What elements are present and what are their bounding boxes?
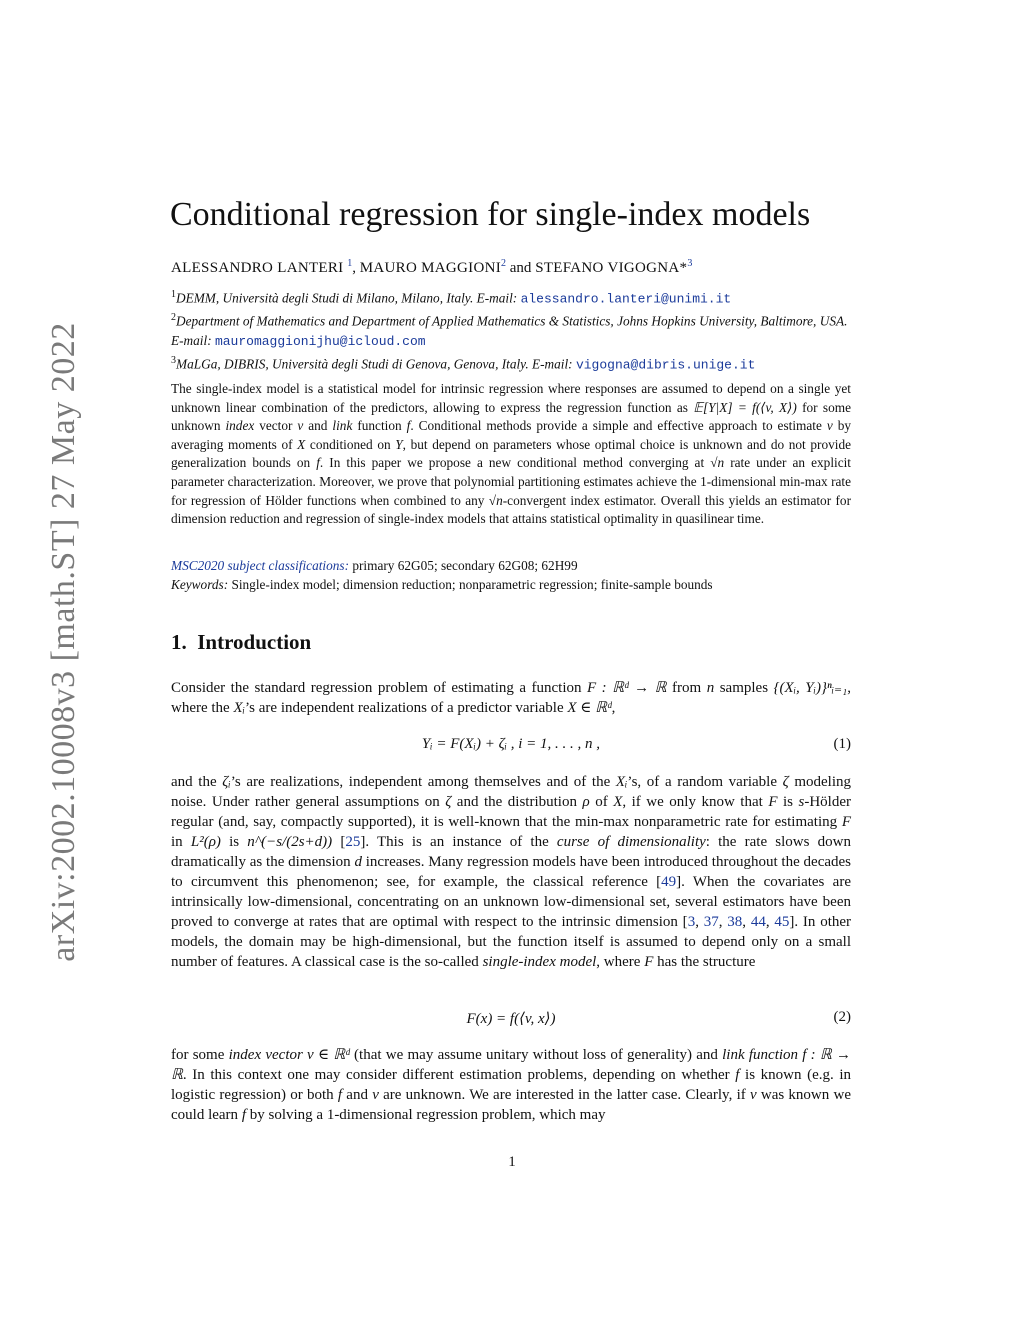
text: ’s are independent realizations of a predictor variable bbox=[245, 700, 568, 716]
keywords-line bbox=[171, 576, 851, 595]
text: ]. This is an instance of the bbox=[360, 834, 557, 850]
text: (that we may assume unitary without loss of generality) and bbox=[349, 1047, 723, 1063]
author-name: ALESSANDRO LANTERI bbox=[171, 260, 344, 276]
separator: and bbox=[506, 260, 536, 276]
text: is bbox=[777, 794, 799, 810]
text: -convergent index estimator. Overall this yields an estimator for dimension reduction and regression of single-index models that attains statistical optimality in quasilinear time. bbox=[171, 492, 851, 527]
math: X ∈ ℝᵈ bbox=[567, 700, 612, 716]
math: ζ bbox=[445, 794, 452, 810]
paragraph bbox=[171, 678, 851, 718]
affiliation-number: 1 bbox=[171, 289, 176, 300]
math: s bbox=[798, 794, 805, 810]
author-list bbox=[171, 258, 692, 277]
email-link[interactable]: alessandro.lanteri@unimi.it bbox=[520, 291, 732, 307]
text: was known we could learn bbox=[171, 1087, 851, 1123]
affiliations bbox=[171, 285, 851, 374]
paper-title: Conditional regression for single-index models bbox=[170, 196, 811, 233]
text: and the distribution bbox=[451, 794, 583, 810]
msc-link[interactable]: MSC2020 subject classifications: bbox=[171, 558, 350, 573]
text: , but depend on parameters whose optimal choice is unknown and do not provide generalization bounds on bbox=[171, 436, 852, 471]
math: n bbox=[706, 680, 715, 696]
affiliation bbox=[171, 351, 851, 374]
section-title: Introduction bbox=[197, 630, 312, 654]
paragraph bbox=[171, 772, 851, 972]
abstract bbox=[171, 380, 851, 529]
equation-body: F(x) = f(⟨v, x⟩) bbox=[466, 1011, 556, 1027]
email-link[interactable]: vigogna@dibris.unige.it bbox=[575, 357, 756, 373]
emphasis: curse of dimensionality bbox=[556, 834, 706, 850]
text: in bbox=[171, 834, 191, 850]
text: and bbox=[303, 418, 333, 434]
text: The single-index model is a statistical model for intrinsic regression where responses are assumed to depend on a single yet unknown linear combination of the predictors, allowing to express the regression function as bbox=[171, 381, 851, 415]
page-number: 1 bbox=[508, 1154, 516, 1170]
affiliation-text: Department of Mathematics and Department of Applied Mathematics & Statistics, Johns Hopkins University, Baltimore, USA. E-mail: bbox=[171, 313, 848, 348]
author-affil-mark[interactable]: 1 bbox=[347, 258, 353, 269]
text: for some unknown bbox=[171, 399, 851, 434]
citation-link[interactable]: 45 bbox=[774, 914, 790, 930]
text: increases. Many regression models have been introduced throughout the decades to circumvent this phenomenon; see, for example, the classical reference [ bbox=[171, 854, 852, 890]
math: f bbox=[337, 1087, 343, 1103]
text: by solving a 1-dimensional regression problem, which may bbox=[245, 1107, 606, 1123]
keywords-text: Single-index model; dimension reduction; nonparametric regression; finite-sample bounds bbox=[228, 576, 713, 592]
math: f bbox=[316, 455, 320, 471]
math: √n bbox=[488, 492, 503, 508]
text: has the structure bbox=[653, 954, 756, 970]
math: √n bbox=[710, 455, 725, 471]
citation-link[interactable]: 25 bbox=[345, 834, 361, 850]
math: Xᵢ bbox=[233, 700, 246, 716]
text: are unknown. We are interested in the latter case. Clearly, if bbox=[378, 1087, 750, 1103]
affiliation-number: 2 bbox=[171, 312, 176, 324]
affiliation-text: MaLGa, DIBRIS, Università degli Studi di Genova, Genova, Italy. E-mail: bbox=[176, 356, 576, 372]
math: v bbox=[749, 1087, 757, 1103]
text: by averaging moments of bbox=[171, 418, 851, 452]
text: ]. When the covariates are intrinsically low-dimensional, concentrating on an unknown low-dimensional set, several estimators have been proved to converge at rates that are optimal with respect to the intrinsic dimension [ bbox=[171, 874, 851, 930]
text: modeling noise. Under rather general assumptions on bbox=[171, 774, 851, 810]
email-link[interactable]: mauromaggionijhu@icloud.com bbox=[214, 333, 426, 349]
citation-link[interactable]: 49 bbox=[661, 874, 677, 890]
keywords-label: Keywords: bbox=[171, 576, 229, 592]
text: , bbox=[611, 700, 616, 716]
affiliation bbox=[171, 285, 851, 308]
math: n^(−s/(2s+d)) bbox=[247, 834, 333, 850]
math: ζ bbox=[782, 774, 789, 790]
text: : the rate slows down dramatically as the dimension bbox=[171, 834, 851, 870]
text: , bbox=[695, 914, 704, 930]
math: ρ bbox=[582, 794, 590, 810]
author-affil-mark[interactable]: 2 bbox=[501, 258, 507, 269]
text: vector bbox=[254, 418, 298, 434]
text: samples bbox=[714, 680, 774, 696]
math: f bbox=[406, 418, 411, 434]
arxiv-identifier: arXiv:2002.10008v3 [math.ST] 27 May 2022 bbox=[45, 322, 82, 962]
text: from bbox=[666, 680, 707, 696]
emphasis: index bbox=[225, 418, 255, 434]
math: F bbox=[644, 954, 654, 970]
math: F bbox=[841, 814, 851, 830]
math: Xᵢ bbox=[615, 774, 628, 790]
math: X bbox=[297, 436, 306, 452]
text: rate under an explicit parameter characterization. Moreover, we prove that polynomial partitioning estimates achieve the 1-dimensional min-max rate for regression of Hölder functions when combined to any bbox=[171, 455, 851, 508]
text: and bbox=[342, 1087, 373, 1103]
math: F bbox=[768, 794, 778, 810]
classification-block bbox=[171, 557, 851, 594]
equation-number: (2) bbox=[833, 1009, 851, 1025]
text: , if we only know that bbox=[622, 794, 769, 810]
author-name: MAURO MAGGIONI bbox=[359, 260, 502, 276]
separator: , bbox=[352, 260, 360, 276]
text: ’s, of a random variable bbox=[627, 774, 783, 790]
math: X bbox=[613, 794, 623, 810]
text: and the bbox=[171, 774, 223, 790]
section-number: 1. bbox=[171, 630, 187, 654]
citation-link[interactable]: 3 bbox=[687, 914, 696, 930]
text: ’s are realizations, independent among themselves and of the bbox=[230, 774, 616, 790]
text: conditioned on bbox=[305, 436, 396, 452]
math: d bbox=[354, 854, 362, 870]
citation-link[interactable]: 44 bbox=[750, 914, 766, 930]
text: is known (e.g. in logistic regression) or both bbox=[171, 1067, 851, 1103]
text: -Hölder regular (and, say, compactly supported), it is well-known that the min-max nonparametric rate for estimating bbox=[171, 794, 852, 830]
math: v ∈ ℝᵈ bbox=[302, 1047, 350, 1063]
math: {(Xᵢ, Yᵢ)}ⁿᵢ₌₁ bbox=[773, 680, 848, 696]
section-heading bbox=[171, 630, 311, 655]
citation-link[interactable]: 37 bbox=[703, 914, 719, 930]
math: f bbox=[735, 1067, 740, 1083]
paragraph bbox=[171, 1045, 851, 1125]
affiliation-number: 3 bbox=[171, 354, 176, 366]
text: , where bbox=[596, 954, 645, 970]
text: ]. In other models, the domain may be high-dimensional, but the function itself is assumed to depend only on a small number of features. A classical case is the so-called bbox=[171, 914, 852, 970]
emphasis: link function bbox=[722, 1047, 799, 1063]
citation-link[interactable]: 38 bbox=[727, 914, 743, 930]
emphasis: index vector bbox=[228, 1047, 303, 1063]
text: function bbox=[352, 418, 407, 434]
text: of bbox=[589, 794, 614, 810]
math: v bbox=[826, 418, 833, 434]
emphasis: link bbox=[332, 418, 353, 434]
math: v bbox=[372, 1087, 379, 1103]
text: , bbox=[718, 914, 728, 930]
text: , bbox=[765, 914, 775, 930]
msc-codes: primary 62G05; secondary 62G08; 62H99 bbox=[349, 558, 578, 573]
text: is bbox=[220, 834, 248, 850]
math: v bbox=[297, 418, 304, 434]
emphasis: single-index model bbox=[482, 954, 597, 970]
msc-line bbox=[171, 557, 851, 576]
text: [ bbox=[332, 834, 346, 850]
math: F : ℝᵈ → ℝ bbox=[587, 680, 667, 696]
text: Consider the standard regression problem of estimating a function bbox=[171, 680, 588, 696]
affiliation bbox=[171, 308, 851, 350]
text: , bbox=[742, 914, 751, 930]
equation-body: Yᵢ = F(Xᵢ) + ζᵢ , i = 1, . . . , n , bbox=[421, 736, 601, 752]
author-name: STEFANO VIGOGNA* bbox=[535, 260, 688, 276]
affiliation-text: DEMM, Università degli Studi di Milano, Milano, Italy. E-mail: bbox=[176, 290, 521, 306]
math: f bbox=[241, 1107, 246, 1123]
text: . In this paper we propose a new conditional method converging at bbox=[319, 455, 711, 471]
equation-number: (1) bbox=[833, 736, 851, 752]
math: Y bbox=[395, 436, 403, 452]
text: . Conditional methods provide a simple and effective approach to estimate bbox=[410, 418, 827, 434]
author-affil-mark[interactable]: 3 bbox=[687, 258, 693, 269]
math: ζᵢ bbox=[222, 774, 231, 790]
math: 𝔼[Y|X] = f(⟨v, X⟩) bbox=[693, 399, 797, 415]
text: , where the bbox=[171, 680, 851, 716]
text: for some bbox=[171, 1047, 229, 1063]
math: L²(ρ) bbox=[190, 834, 221, 850]
text: . In this context one may consider different estimation problems, depending on whether bbox=[182, 1067, 736, 1083]
math: f : ℝ → ℝ bbox=[171, 1047, 852, 1083]
